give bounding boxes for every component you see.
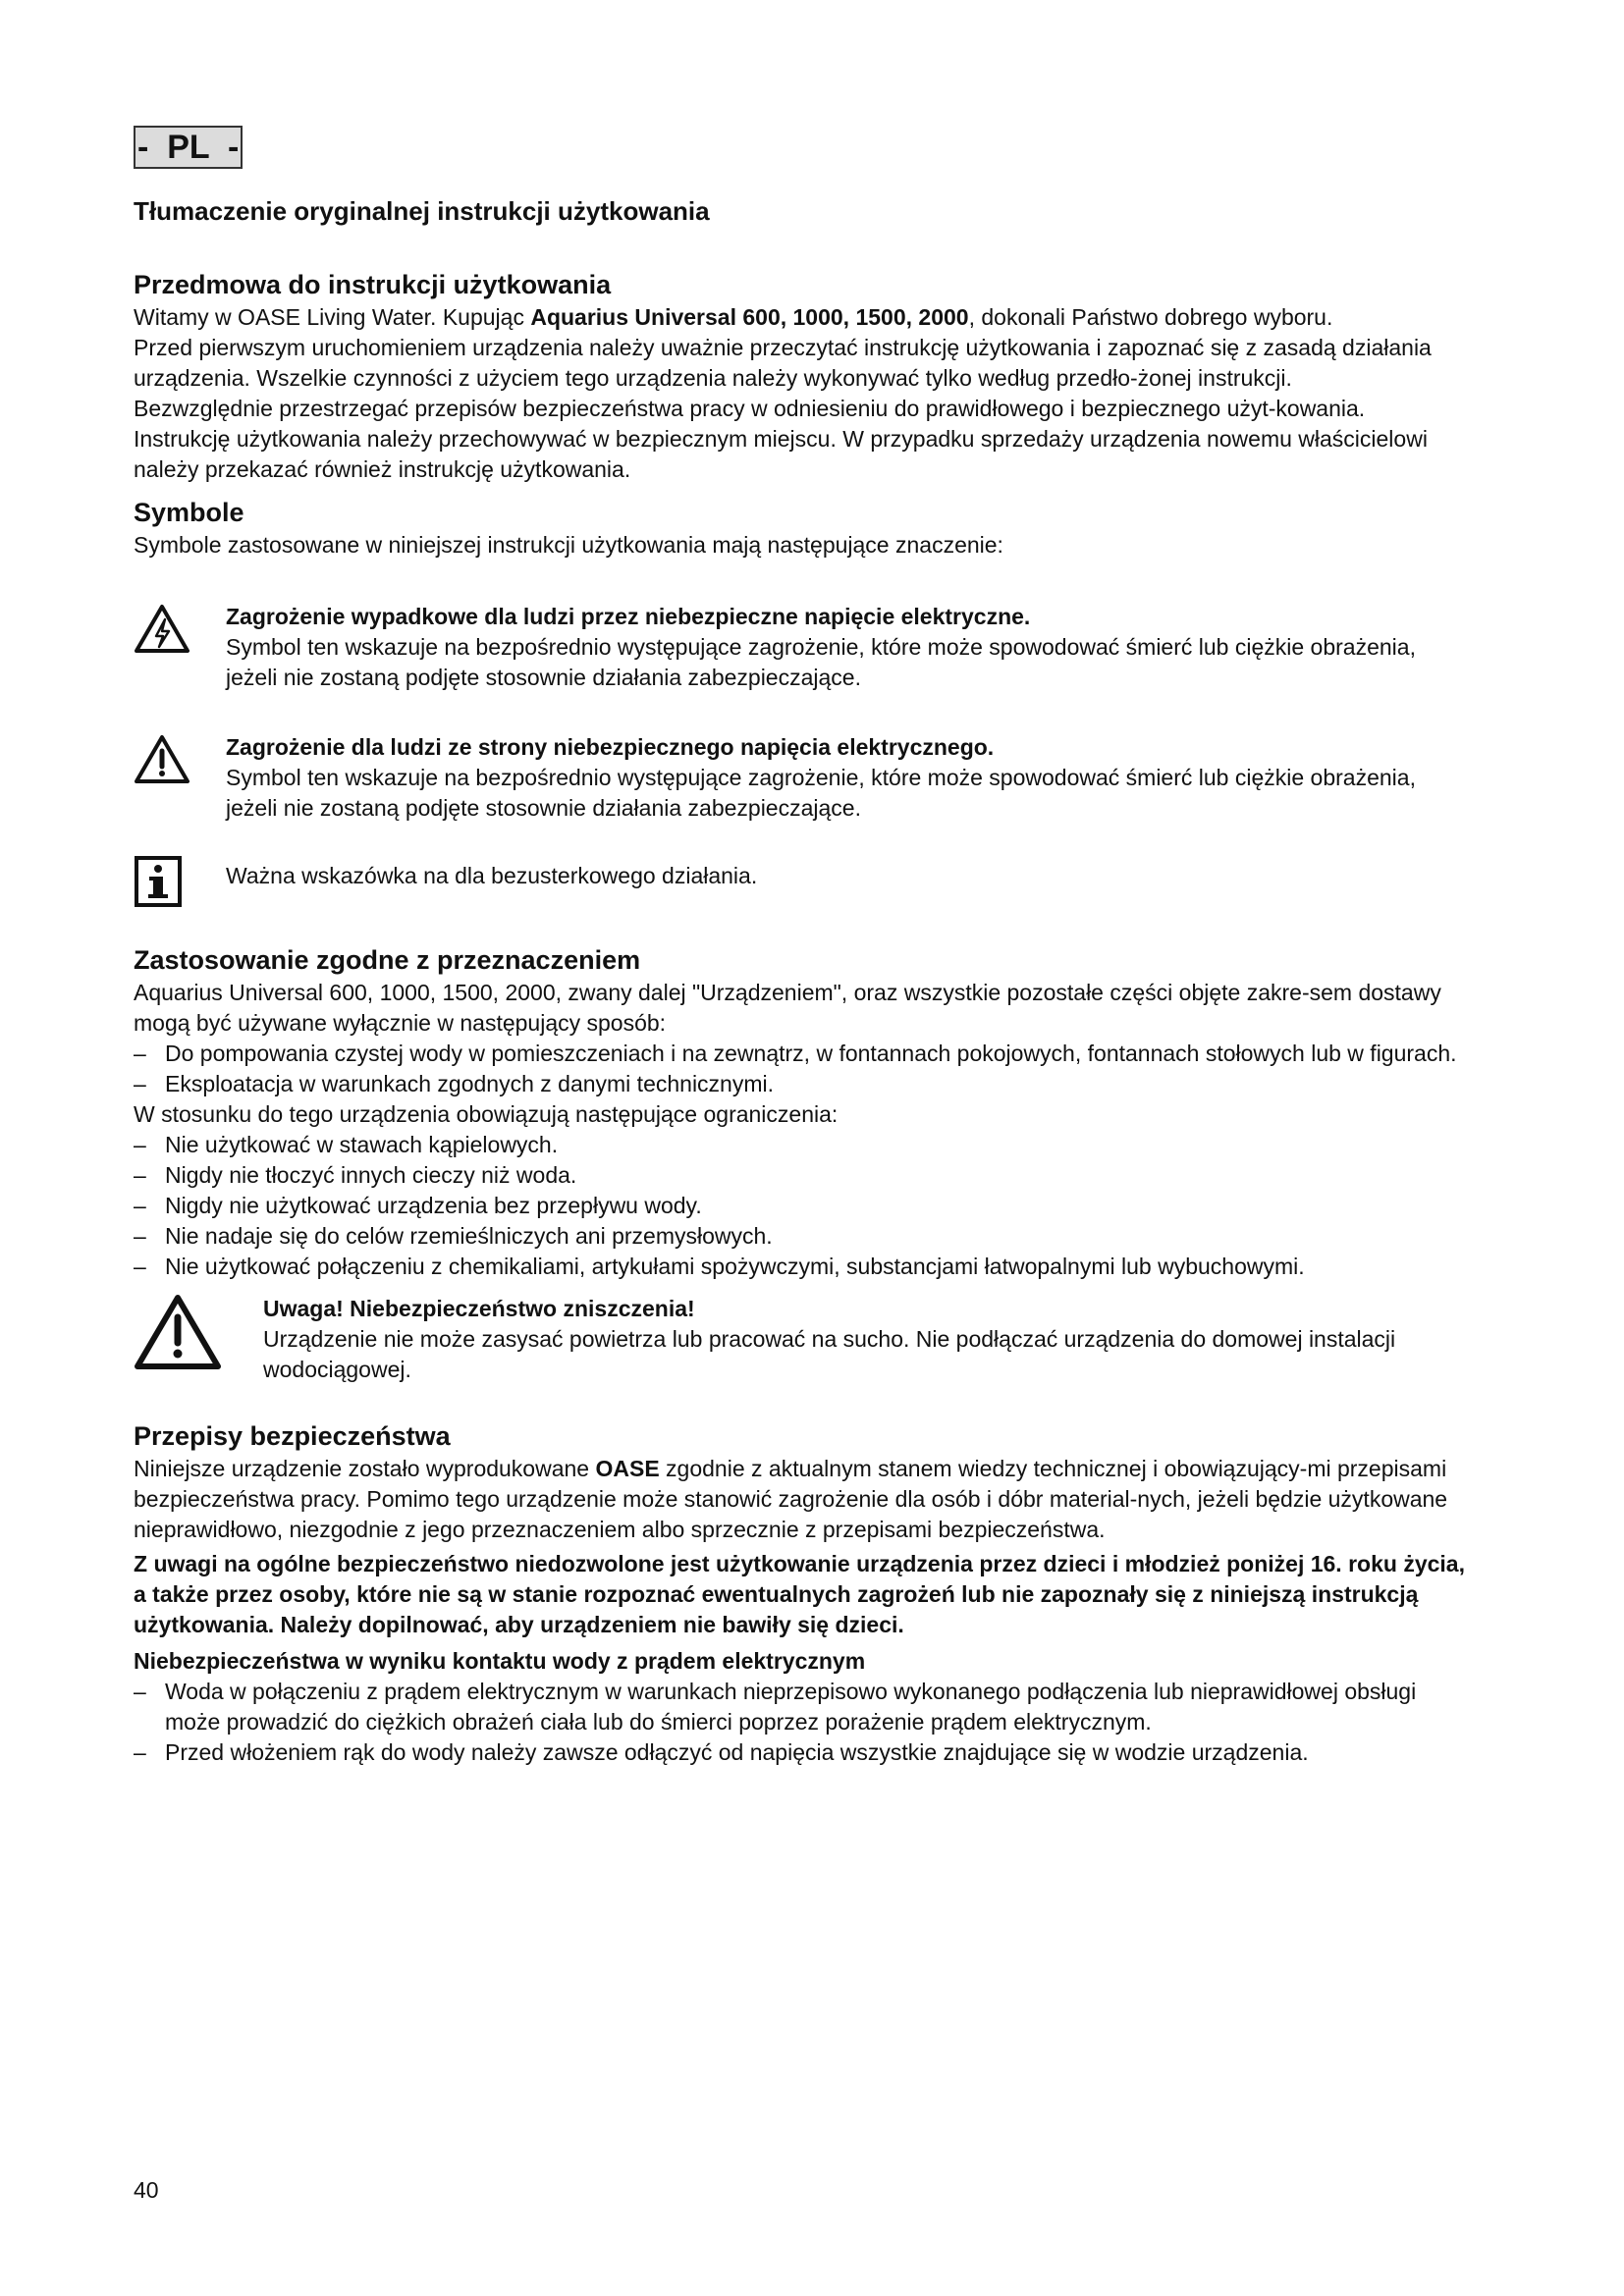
list-item: – Eksploatacja w warunkach zgodnych z danymi technicznymi. [134, 1069, 1469, 1099]
preface-section [134, 267, 1469, 485]
safety-p1-text-end: zgodnie z aktualnym stanem wiedzy technicznej i obowiązujący-mi przepisami bezpieczeństwa pracy. Pomimo tego urządzenie może stanowić zagrożenie dla osób i dóbr material-nych, jeżeli będzie użytkowane nieprawidłowo, niezgodnie z jego przeznaczeniem albo sprzecznie z przepisami bezpieczeństwa. [134, 1456, 1448, 1542]
info-icon [134, 853, 226, 913]
restrictions-list [134, 1130, 1469, 1282]
list-item: – Nigdy nie użytkować urządzenia bez przepływu wody. [134, 1191, 1469, 1221]
list-item: – Przed włożeniem rąk do wody należy zawsze odłączyć od napięcia wszystkie znajdujące się w wodzie urządzenia. [134, 1737, 1469, 1768]
preface-heading: Przedmowa do instrukcji użytkowania [134, 270, 612, 299]
list-item: – Nie użytkować w stawach kąpielowych. [134, 1130, 1469, 1160]
symbols-heading: Symbole [134, 498, 244, 527]
preface-paragraph-1 [134, 302, 1469, 333]
symbol-text: Symbol ten wskazuje na bezpośrednio występujące zagrożenie, które może spowodować śmierć lub ciężkie obrażenia, jeżeli nie zostaną podjęte stosownie działania zabezpieczające. [226, 765, 1416, 821]
symbol-title: Zagrożenie wypadkowe dla ludzi przez niebezpieczne napięcie elektryczne. [226, 604, 1031, 629]
list-item: – Do pompowania czystej wody w pomieszczeniach i na zewnątrz, w fontannach pokojowych, fontannach stołowych lub w figurach. [134, 1039, 1469, 1069]
symbol-title: Zagrożenie dla ludzi ze strony niebezpiecznego napięcia elektrycznego. [226, 734, 995, 760]
warning-text: Urządzenie nie może zasysać powietrza lub pracować na sucho. Nie podłączać urządzenia do domowej instalacji wodociągowej. [263, 1326, 1396, 1382]
page-number: 40 [134, 2177, 159, 2203]
page-content [134, 126, 1469, 1768]
restrictions-intro: W stosunku do tego urządzenia obowiązują następujące ograniczenia: [134, 1101, 839, 1127]
list-item: – Nie użytkować połączeniu z chemikaliami, artykułami spożywczymi, substancjami łatwopalnymi lub wybuchowymi. [134, 1252, 1469, 1282]
safety-paragraph-2: Z uwagi na ogólne bezpieczeństwo niedozwolone jest użytkowanie urządzenia przez dzieci i młodzież poniżej 16. roku życia, a także przez osoby, które nie są w stanie rozpoznać ewentualnych zagrożeń lub nie zapoznały się z niniejszą instrukcją użytkowania. Należy dopilnować, aby urządzeniem nie bawiły się dzieci. [134, 1551, 1465, 1637]
list-item: – Nie nadaje się do celów rzemieślniczych ani przemysłowych. [134, 1221, 1469, 1252]
symbols-section [134, 495, 1469, 913]
preface-paragraph-4: Instrukcję użytkowania należy przechowywać w bezpiecznym miejscu. W przypadku sprzedaży urządzenia nowemu właścicielowi należy przekazać również instrukcję użytkowania. [134, 426, 1428, 482]
symbol-text: Symbol ten wskazuje na bezpośrednio występujące zagrożenie, które może spowodować śmierć lub ciężkie obrażenia, jeżeli nie zostaną podjęte stosownie działania zabezpieczające. [226, 634, 1416, 690]
intended-use-section [134, 942, 1469, 1385]
language-tab: - PL - [134, 126, 243, 169]
preface-p1-text: Witamy w OASE Living Water. Kupując [134, 304, 531, 330]
preface-paragraph-3: Bezwzględnie przestrzegać przepisów bezpieczeństwa pracy w odniesieniu do prawidłowego i bezpiecznego użyt-kowania. [134, 396, 1366, 421]
intended-use-heading: Zastosowanie zgodne z przeznaczeniem [134, 945, 641, 975]
list-item: – Nigdy nie tłoczyć innych cieczy niż woda. [134, 1160, 1469, 1191]
safety-list [134, 1677, 1469, 1768]
symbol-item [134, 602, 1469, 693]
safety-heading: Przepisy bezpieczeństwa [134, 1421, 451, 1451]
product-name: Aquarius Universal 600, 1000, 1500, 2000 [530, 304, 969, 330]
safety-p1-text: Niniejsze urządzenie zostało wyprodukowane [134, 1456, 596, 1481]
brand-name: OASE [595, 1456, 660, 1481]
electric-hazard-icon [134, 602, 226, 660]
symbol-item [134, 853, 1469, 913]
warning-icon [134, 732, 226, 790]
preface-paragraph-2: Przed pierwszym uruchomieniem urządzenia należy uważnie przeczytać instrukcję użytkowania i zapoznać się z zasadą działania urządzenia. Wszelkie czynności z użyciem tego urządzenia należy wykonywać tylko według przedło-żonej instrukcji. [134, 335, 1432, 391]
warning-title: Uwaga! Niebezpieczeństwo zniszczenia! [263, 1296, 695, 1321]
symbols-intro: Symbole zastosowane w niniejszej instrukcji użytkowania mają następujące znaczenie: [134, 532, 1003, 558]
symbol-text: Ważna wskazówka na dla bezusterkowego działania. [226, 863, 758, 888]
uses-list [134, 1039, 1469, 1099]
damage-warning [134, 1294, 1469, 1385]
warning-icon [134, 1294, 263, 1375]
intended-use-intro: Aquarius Universal 600, 1000, 1500, 2000, zwany dalej "Urządzeniem", oraz wszystkie pozostałe części objęte zakre-sem dostawy mogą być używane wyłącznie w następujący sposób: [134, 980, 1441, 1036]
symbol-item [134, 732, 1469, 824]
safety-paragraph-1 [134, 1454, 1469, 1545]
list-item: – Woda w połączeniu z prądem elektrycznym w warunkach nieprzepisowo wykonanego podłączenia lub nieprawidłowej obsługi może prowadzić do ciężkich obrażeń ciała lub do śmierci poprzez porażenie prądem elektrycznym. [134, 1677, 1469, 1737]
safety-subheading: Niebezpieczeństwa w wyniku kontaktu wody z prądem elektrycznym [134, 1648, 866, 1674]
document-title: Tłumaczenie oryginalnej instrukcji użytkowania [134, 196, 710, 226]
preface-p1-text-end: , dokonali Państwo dobrego wyboru. [968, 304, 1333, 330]
safety-section [134, 1418, 1469, 1768]
